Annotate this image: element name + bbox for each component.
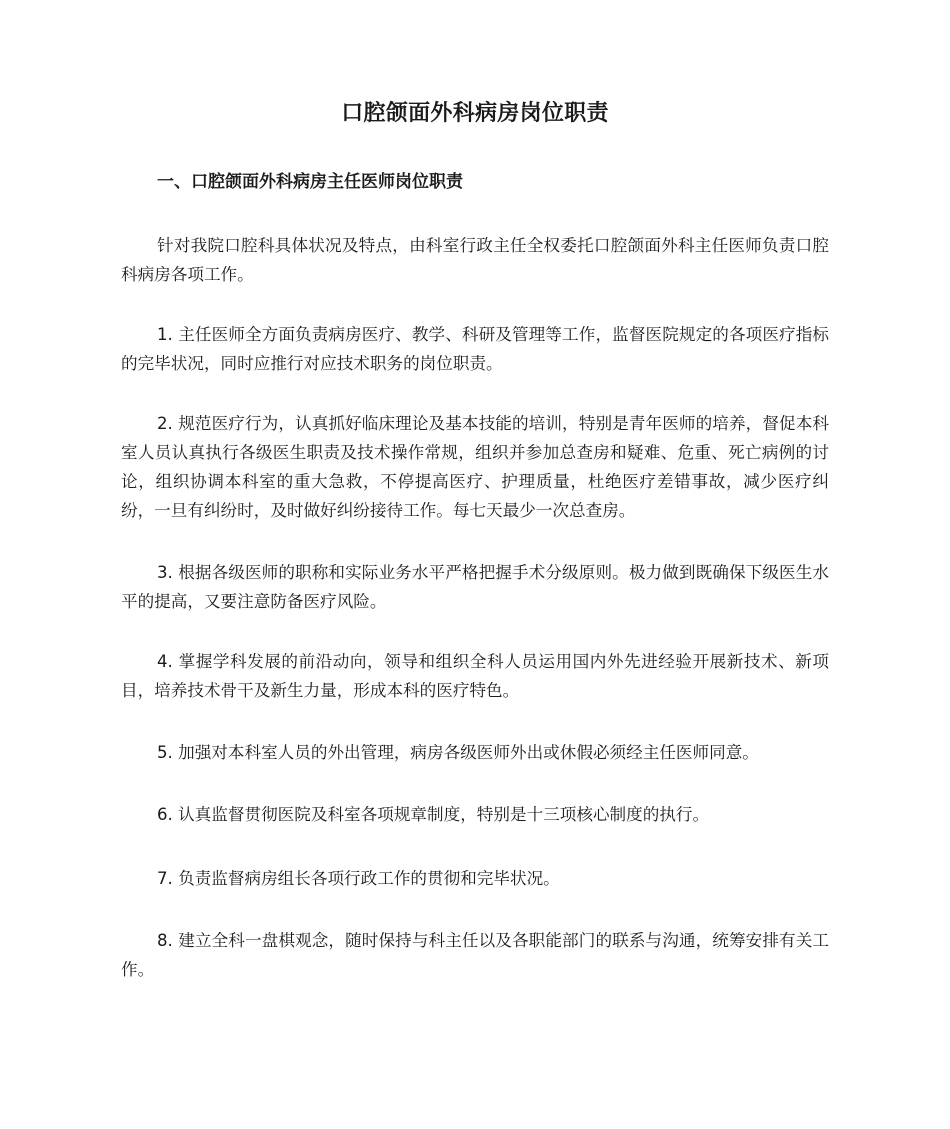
duty-item-1: 1. 主任医师全方面负责病房医疗、教学、科研及管理等工作，监督医院规定的各项医疗指标的完毕状况，同时应推行对应技术职务的岗位职责。	[121, 325, 829, 373]
duty-item-5: 5. 加强对本科室人员的外出管理，病房各级医师外出或休假必须经主任医师同意。	[157, 743, 759, 762]
duty-item-2: 2. 规范医疗行为，认真抓好临床理论及基本技能的培训，特别是青年医师的培养，督促本科室人员认真执行各级医生职责及技术操作常规，组织并参加总查房和疑难、危重、死亡病例的讨论，组织协调本科室的重大急救，不停提高医疗、护理质量，杜绝医疗差错事故，减少医疗纠纷，一旦有纠纷时，及时做好纠纷接待工作。每七天最少一次总查房。	[121, 414, 829, 520]
duty-item-4: 4. 掌握学科发展的前沿动向，领导和组织全科人员运用国内外先进经验开展新技术、新项目，培养技术骨干及新生力量，形成本科的医疗特色。	[121, 652, 829, 700]
duty-item-7: 7. 负责监督病房组长各项行政工作的贯彻和完毕状况。	[157, 869, 560, 888]
duty-item-8: 8. 建立全科一盘棋观念，随时保持与科主任以及各职能部门的联系与沟通，统筹安排有关工作。	[121, 931, 829, 979]
section-heading: 一、口腔颌面外科病房主任医师岗位职责	[157, 172, 463, 192]
duty-item-6: 6. 认真监督贯彻医院及科室各项规章制度，特别是十三项核心制度的执行。	[157, 805, 710, 824]
intro-paragraph: 针对我院口腔科具体状况及特点，由科室行政主任全权委托口腔颌面外科主任医师负责口腔科病房各项工作。	[121, 236, 829, 284]
document-title: 口腔颌面外科病房岗位职责	[341, 101, 609, 126]
duty-item-3: 3. 根据各级医师的职称和实际业务水平严格把握手术分级原则。极力做到既确保下级医生水平的提高，又要注意防备医疗风险。	[121, 563, 829, 611]
